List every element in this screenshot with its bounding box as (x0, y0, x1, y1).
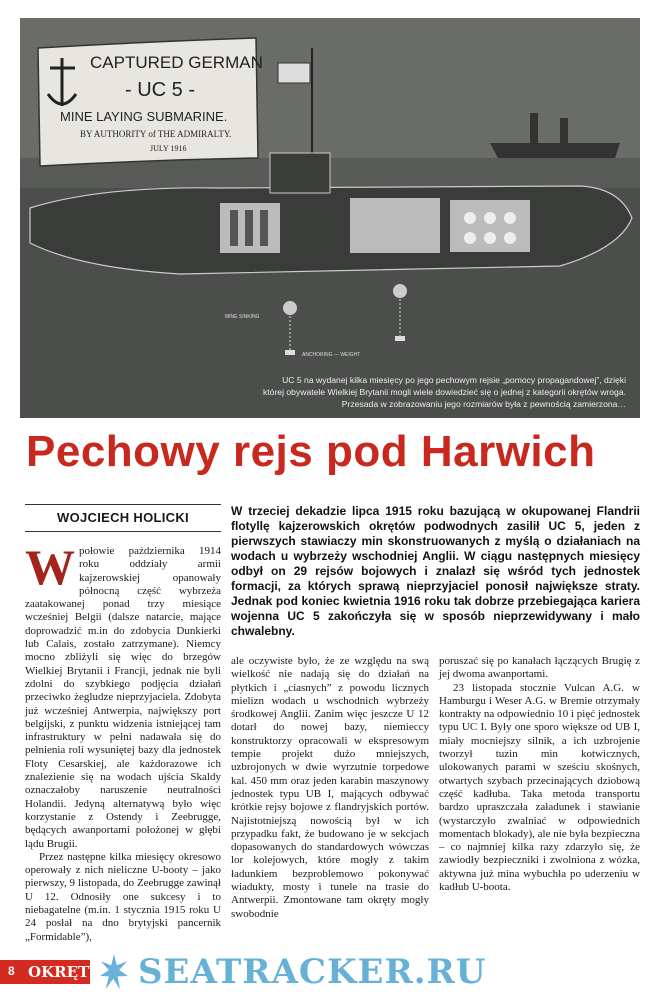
page-number: 8 (8, 963, 15, 978)
body-columns (231, 655, 640, 921)
flag-icon (278, 63, 310, 83)
watermark-starburst-icon (98, 954, 130, 990)
body-column-3 (439, 655, 640, 921)
paragraph: poruszać się po kanałach łączących Brugię z jej dwoma awanportami. (439, 655, 640, 681)
banner-text: BY AUTHORITY of THE ADMIRALTY. (80, 129, 232, 139)
watermark: SEATRACKER.RU (138, 951, 487, 992)
paragraph-text: połowie października 1914 roku oddziały armii kajzerowskiej opanowały północną część wybrzeża zaatakowanej ponad trzy miesiące wcześniej Belgii (dalsze natarcie, mające doprowadzić m.in do zdobycia Dunkierki lub Calais, zostało zatrzymane). Niemcy mocno zbliżyli się więc do brzegów Wielkiej Brytanii i Francji, jednak nie byli zdolni do szybkiego podjęcia działań przeciwko żegludze nieprzyjaciela. Zdobyta już wcześniej Antwerpia, największy port belgijski, z punktu widzenia istniejącej tam infrastruktury w pełni nadawała się do pełnienia roli wysuniętej bazy dla jednostek Floty Cesarskiej, ale każdorazowe ich znalezienie się na wodach ujścia Skaldy oznaczałoby naruszenie neutralności Holandii. Jedyną alternatywą było więc korzystanie z Ostendy i Zeebrugge, będących awanportami położonej w głębi lądu Brugii. (25, 545, 221, 850)
submarine-cutaway-drawing (20, 18, 640, 418)
paragraph: ale oczywiste było, że ze względu na swą wielkość nie nadają się do działań na płytkich i „ciasnych” z powodu licznych mielizn wodach u wschodnich wybrzeży środkowej Anglii. Zanim więc jeszcze U 12 dotarł do nowej bazy, niemieccy konstruktorzy opracowali w ekspresowym tempie projekt dużo mniejszych, uzbrojonych w dwie wyrzutnie torpedowe kal. 450 mm oraz jeden karabin maszynowy jednostek typu UB I, mających odbywać krótkie rejsy bojowe z flandryjskich portów. Najistotniejszą nowością był w ich przypadku fakt, że budowano je w sekcjach dopasowanych do standardowych wówczas lor kolejowych, które mogły z takim ładunkiem bezproblemowo pokonywać wiadukty, mosty i tunele na trasie do Antwerpii. Zmontowane tam okręty mogły swobodnie (231, 655, 429, 920)
article-lead: W trzeciej dekadzie lipca 1915 roku bazującą w okupowanej Flandrii flotyllę kajzerowskich okrętów podwodnych zasilił UC 5, jeden z pierwszych stawiaczy min skonstruowanych z myślą o działaniach na wodach u wybrzeży wschodniej Anglii. W ciągu następnych miesięcy odbył on 29 rejsów bojowych i znalazł się wśród tych jednostek formacji, za których sprawą nieprzyjaciel ponosił największe straty. Jednak pod koniec kwietnia 1916 roku tak dobrze przebiegająca kariera wojenna UC 5 zakończyła się w sposób nieprzewidywany i mało chwalebny. (231, 504, 640, 638)
article-title: Pechowy rejs pod Harwich (26, 427, 596, 476)
author-byline (25, 504, 221, 532)
photo-caption (46, 374, 626, 410)
caption-line: której obywatele Wielkiej Brytanii mogli wiele dowiedzieć się o jednej z kategorii okrętów wroga. (262, 387, 626, 397)
left-column (25, 504, 221, 944)
right-area (231, 504, 640, 944)
diagram-label: ANCHORING — WEIGHT (302, 352, 361, 358)
uc5-propaganda-illustration (20, 18, 640, 418)
article-body (25, 504, 640, 944)
article (0, 424, 651, 992)
body-column-1 (25, 539, 221, 944)
body-column-2 (231, 655, 429, 921)
banner-text: MINE LAYING SUBMARINE. (60, 109, 228, 124)
paragraph: 23 listopada stocznie Vulcan A.G. w Hamburgu i Weser A.G. w Bremie otrzymały kontrakty na odpowiednio 10 i pięć jednostek typu UC I. Były one sporo większe od UB I, miały mocniejszy silnik, a ich uzbrojenie tworzył tuzin min kotwicznych, ulokowanych parami w sześciu skośnych, otwartych szybach przecinających dziobową część kadłuba. Taka metoda transportu bardzo upraszczała załadunek i stawianie (wystarczyło zwalniać w odpowiednich momentach blokady), ale nie była bezpieczna – co najmniej kilka razy zdarzyło się, że zawiodły bezpieczniki i zwolniona z wózka, aktywna już mina wybuchła po uderzeniu w kadłub U-boota. (439, 681, 641, 894)
caption-line: Przesada w zobrazowaniu jego rozmiarów była z pewnością zamierzona… (341, 399, 626, 409)
banner-text: JULY 1916 (150, 144, 187, 153)
drop-cap: W (25, 539, 75, 595)
diagram-label: MINE SINKING (225, 314, 260, 320)
author-name: WOJCIECH HOLICKI (57, 510, 189, 525)
banner-text: - UC 5 - (125, 79, 195, 101)
paragraph (25, 539, 221, 851)
page-footer (0, 960, 100, 984)
paragraph: Przez następne kilka miesięcy okresowo operowały z nich nieliczne U-booty – jako pierwszy, 9 listopada, do Zeebrugge zawinął U 12. Odnosiły one sukcesy i to niebagatelne (m.in. 1 stycznia 1915 roku U 24 posłał na dno brytyjski pancernik „Formidable”), (25, 850, 221, 943)
magazine-logo: OKRĘTY (28, 962, 100, 981)
caption-line: UC 5 na wydanej kilka miesięcy po jego pechowym rejsie „pomocy propagandowej”, dzięki (282, 375, 626, 385)
banner-text: CAPTURED GERMAN (90, 53, 263, 72)
footer-row (0, 952, 651, 992)
